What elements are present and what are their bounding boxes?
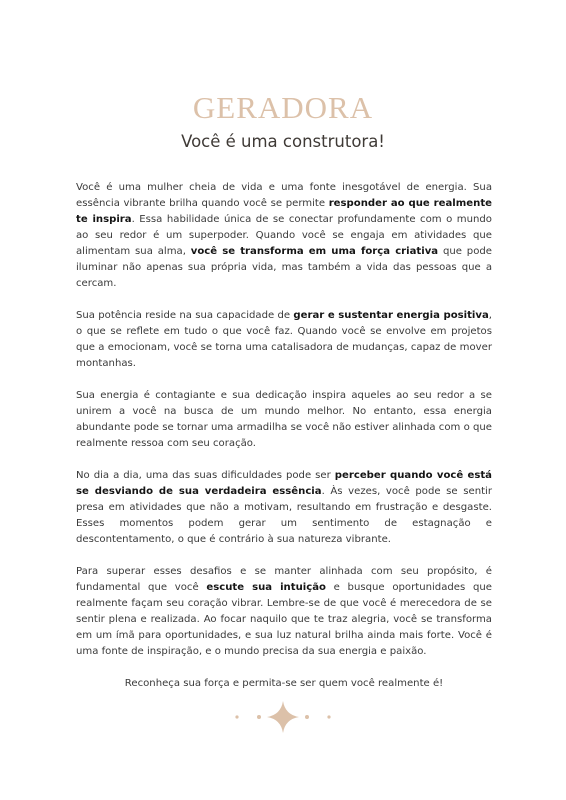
highlight-text: você se transforma em uma força criativa: [190, 246, 439, 257]
highlight-text: responder ao que realmente te inspira: [76, 198, 492, 225]
text-span: que pode iluminar não apenas sua própria vida, mas também a vida das pessoas que a cercam.: [76, 246, 492, 289]
highlight-text: perceber quando você está se desviando de sua verdadeira essência: [76, 470, 492, 497]
paragraph-5: [76, 564, 492, 660]
body-text: [76, 180, 492, 708]
paragraph-2: [76, 308, 492, 372]
highlight-text: escute sua intuição: [206, 582, 326, 593]
text-span: e busque oportunidades que realmente façam seu coração vibrar. Lembre-se de que você é merecedora de se sentir plena e realizada. Ao focar naquilo que te traz alegria, você se transforma em um ímã para oportunidades, e sua luz natural brilha ainda mais forte. Você é uma fonte de inspiração, e o mundo precisa da sua energia e paixão.: [76, 582, 492, 657]
text-span: Para superar esses desafios e se manter alinhada com seu propósito, é fundamental que você: [76, 566, 492, 593]
paragraph-3: [76, 388, 492, 452]
text-span: . Essa habilidade única de se conectar profundamente com o mundo ao seu redor é um superpoder. Quando você se engaja em atividades que alimentam sua alma,: [76, 214, 492, 257]
four-point-star-icon: [267, 701, 299, 733]
text-span: , o que se reflete em tudo o que você faz. Quando você se envolve em projetos que a emocionam, você se torna uma catalisadora de mudanças, capaz de mover montanhas.: [76, 310, 492, 369]
highlight-text: gerar e sustentar energia positiva: [293, 310, 489, 321]
text-span: . Às vezes, você pode se sentir presa em atividades que não a motivam, resultando em frustração e desgaste. Esses momentos podem gerar um sentimento de estagnação e descontentamento, o que é contrário à sua natureza vibrante.: [76, 486, 493, 545]
paragraph-4: [76, 468, 492, 548]
text-span: Você é uma mulher cheia de vida e uma fonte inesgotável de energia. Sua essência vibrante brilha quando você se permite: [76, 182, 492, 209]
text-span: Sua potência reside na sua capacidade de: [76, 310, 294, 321]
ornament-dot-icon: [327, 715, 330, 718]
text-span: Sua energia é contagiante e sua dedicação inspira aqueles ao seu redor a se unirem a você na busca de um mundo melhor. No entanto, essa energia abundante pode se tornar uma armadilha se você não estiver alinhada com o que realmente ressoa com seu coração.: [76, 390, 492, 449]
page-title: GERADORA: [192, 90, 374, 125]
text-span: No dia a dia, uma das suas dificuldades pode ser: [76, 470, 335, 481]
ornament-dot-icon: [235, 715, 238, 718]
star-ornament-icon: [233, 700, 333, 734]
ornament-dot-icon: [257, 715, 261, 719]
paragraph-1: [76, 180, 492, 292]
closing-line: Reconheça sua força e permita-se ser quem você realmente é!: [124, 678, 444, 689]
page-subtitle: Você é uma construtora!: [181, 132, 385, 151]
ornament-dot-icon: [305, 715, 309, 719]
